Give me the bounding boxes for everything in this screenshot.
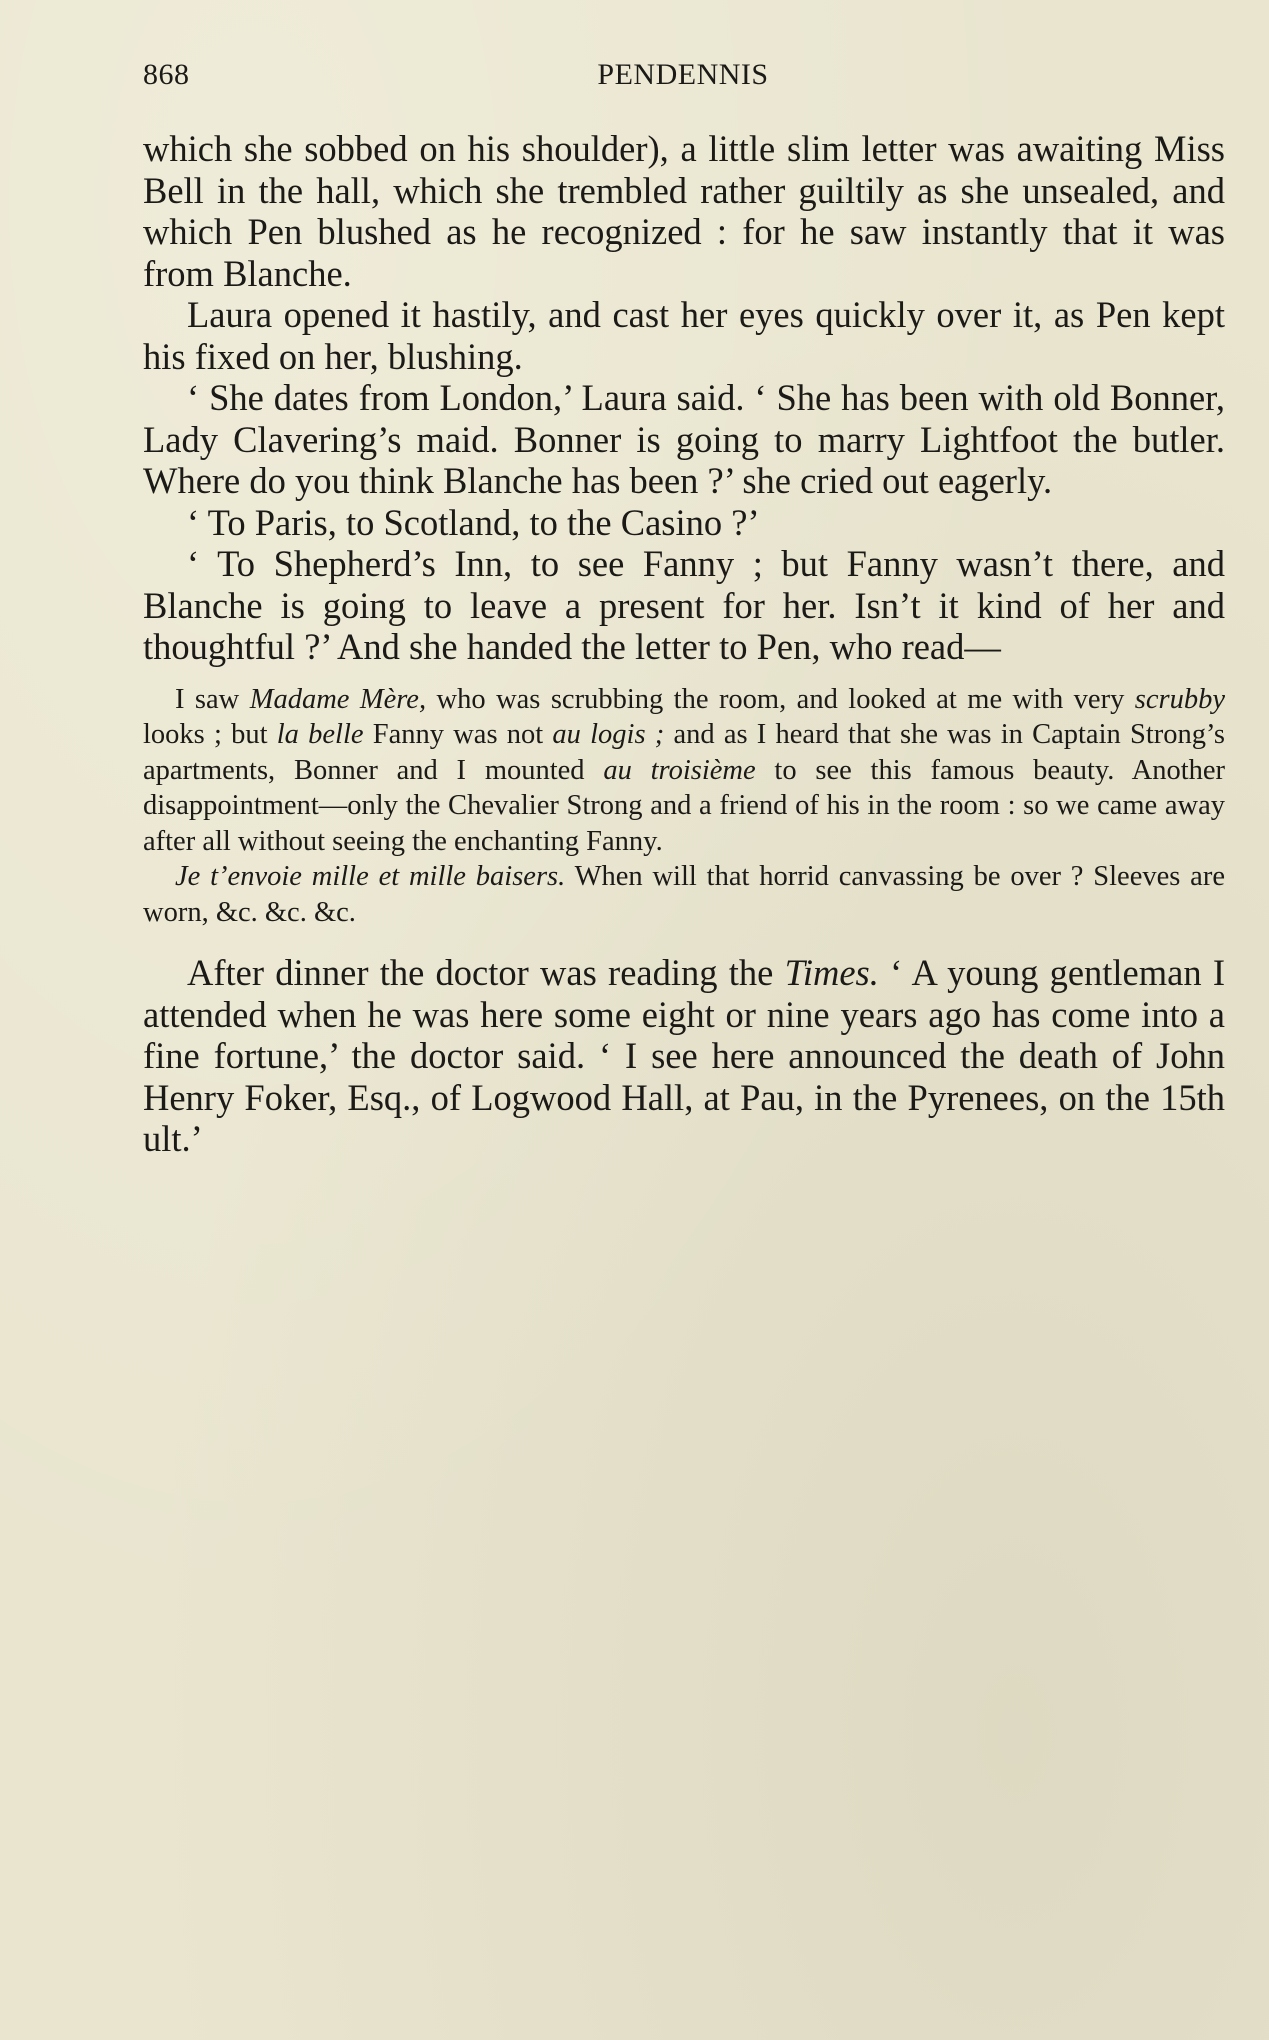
letter-text: and as I heard that she was in Captain Strong’s apartments, Bonner and I mounted xyxy=(143,719,1225,786)
letter-paragraph-1 xyxy=(143,682,1225,860)
letter-italic: au logis ; xyxy=(552,719,665,750)
paragraph-laura-opened: Laura opened it hastily, and cast her eyes quickly over it, as Pen kept his fixed on her, blushing. xyxy=(143,294,1225,377)
letter-italic: scrubby xyxy=(1134,683,1225,715)
letter-italic: Madame Mère, xyxy=(249,683,427,715)
letter-text: to see this famous beauty. Another disappointment—only the Chevalier Strong and a friend of his in the room : so we came away after all without seeing the enchanting Fanny. xyxy=(143,754,1226,857)
letter-text: I saw xyxy=(175,683,250,715)
paragraph-to-paris: ‘ To Paris, to Scotland, to the Casino ?’ xyxy=(187,501,760,543)
letter-text: looks ; but xyxy=(143,719,277,750)
page-header xyxy=(143,58,1223,98)
paragraph-she-dates: ‘ She dates from London,’ Laura said. ‘ She has been with old Bonner, Lady Clavering’s maid. Bonner is going to marry Lightfoot the butler. Where do you think Blanche has been ?’ she cried out eagerly. xyxy=(143,377,1225,501)
closing-italic: Times. xyxy=(784,952,879,993)
letter-italic: Je t’envoie mille et mille baisers. xyxy=(175,861,566,892)
letter-italic: au troisième xyxy=(603,754,756,786)
paragraph-after-dinner xyxy=(143,952,1225,1160)
running-title: PENDENNIS xyxy=(597,58,769,91)
page-number: 868 xyxy=(143,58,190,91)
paragraph-continuation: which she sobbed on his shoulder), a little slim letter was awaiting Miss Bell in the hall, which she trembled rather guiltily as she unsealed, and which Pen blushed as he recognized : for he saw instantly that it was from Blanche. xyxy=(143,128,1225,294)
letter-text: who was scrubbing the room, and looked at me with very xyxy=(426,683,1135,715)
letter-paragraph-2 xyxy=(143,859,1225,930)
closing-text: After dinner the doctor was reading the xyxy=(187,952,785,993)
letter-text: When will that horrid canvassing be over ? Sleeves are worn, &c. &c. &c. xyxy=(143,861,1225,928)
main-text xyxy=(143,128,1225,1160)
letter-italic: la belle xyxy=(276,719,364,750)
letter-text: Fanny was not xyxy=(363,719,553,750)
closing-text: ‘ A young gentleman I attended when he was here some eight or nine years ago has come into a fine fortune,’ the doctor said. ‘ I see here announced the death of John Henry Foker, Esq., of Logwood Hall, at Pau, in the Pyrenees, on the 15th ult.’ xyxy=(143,952,1225,1159)
quoted-letter xyxy=(143,682,1225,931)
paragraph-shepherds-inn: ‘ To Shepherd’s Inn, to see Fanny ; but Fanny wasn’t there, and Blanche is going to leave a present for her. Isn’t it kind of her and thoughtful ?’ And she handed the letter to Pen, who read— xyxy=(143,543,1225,667)
